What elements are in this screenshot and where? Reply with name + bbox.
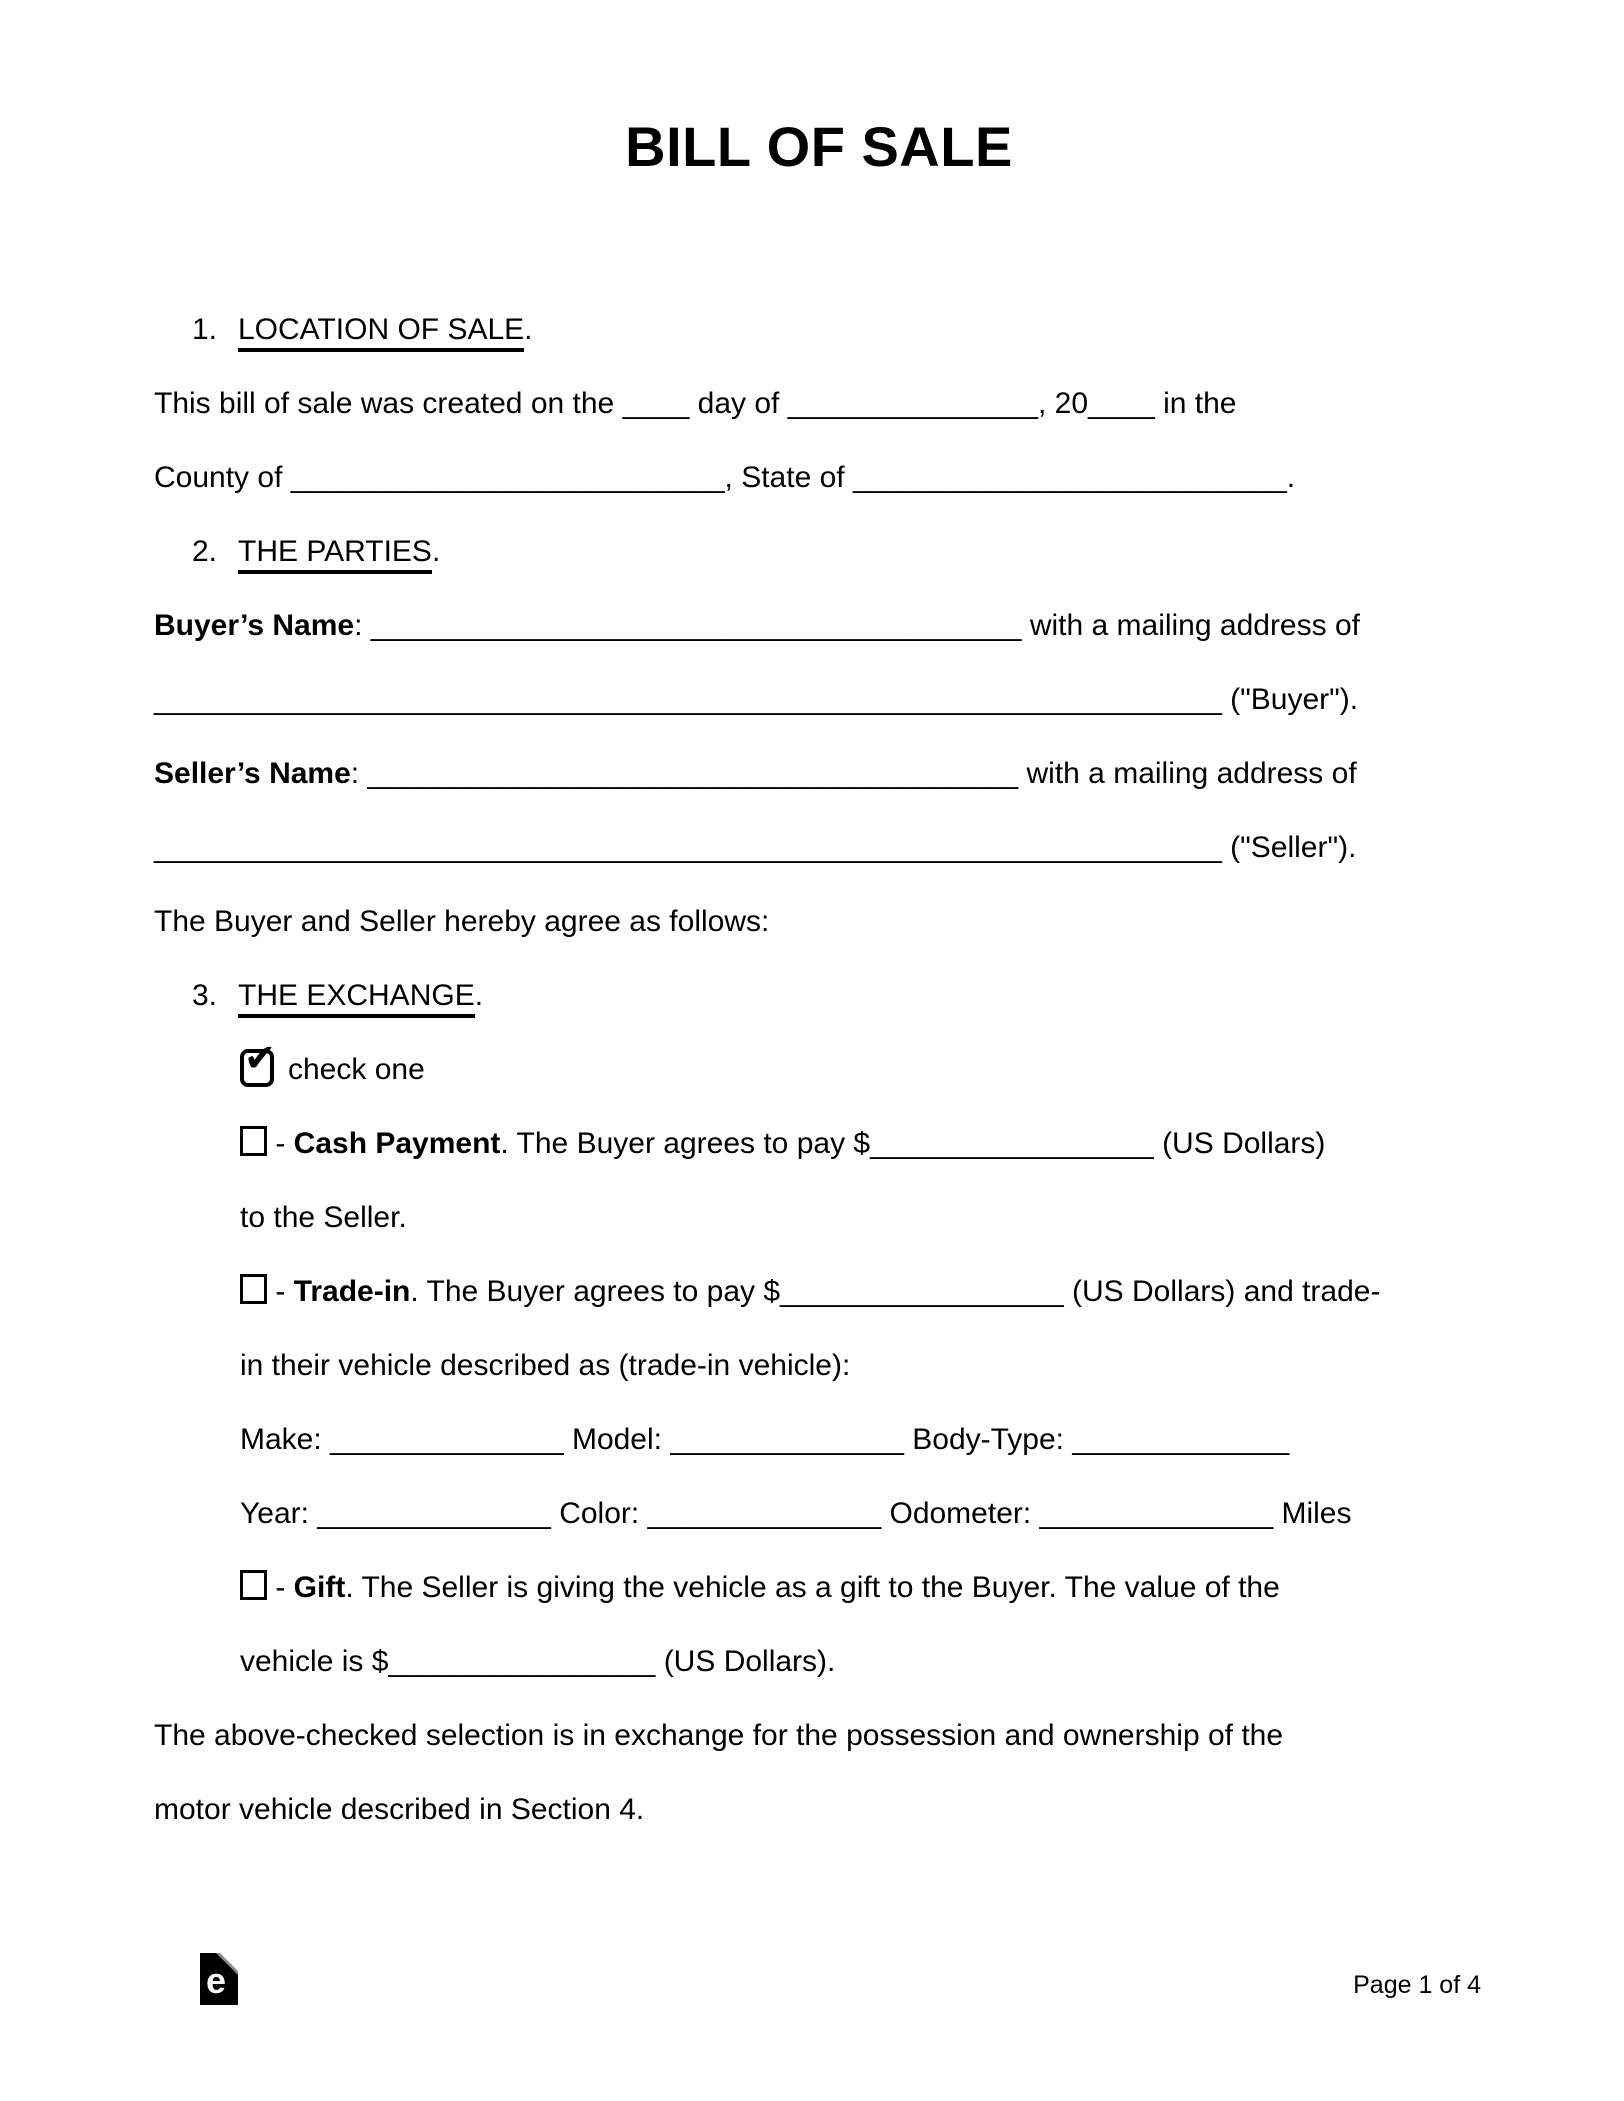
section-2-heading-period: . [431,535,441,568]
trade-in-make-line: Make: ______________ Model: ______________ Body-Type: _____________ [240,1423,1290,1456]
trade-in-text: . The Buyer agrees to pay $_________________ (US Dollars) and trade- [410,1275,1381,1308]
trade-in-year-line: Year: ______________ Color: ______________ Odometer: ______________ Miles [240,1497,1352,1530]
cash-payment-line-2: to the Seller. [240,1201,407,1234]
gift-prefix: - [267,1571,294,1604]
section-2-heading-text: THE PARTIES [238,535,432,574]
check-one-line [154,1033,1484,1107]
buyer-name-label: Buyer’s Name [154,609,355,642]
trade-in-line-2: in their vehicle described as (trade-in vehicle): [240,1349,851,1382]
location-sale-line-2: County of __________________________, State of __________________________. [154,461,1296,494]
trade-in-option-line [154,1255,1484,1329]
section-1-heading-period: . [524,313,533,346]
buyer-address-line: ________________________________________________________________ ("Buyer"). [154,683,1359,716]
check-one-label: check one [288,1053,425,1086]
agreement-line: The Buyer and Seller hereby agree as follows: [154,905,770,938]
document-title: BILL OF SALE [625,115,1013,178]
seller-name-blank: : _______________________________________ with a mailing address of [350,757,1357,790]
gift-label: Gift [293,1571,346,1604]
seller-address-line: ________________________________________________________________ ("Seller"). [154,831,1357,864]
section-2-number: 2. [192,535,218,568]
trade-in-label: Trade-in [293,1275,411,1308]
document-body [154,293,1484,1847]
check-mark-icon: ✔ [244,1036,276,1080]
cash-payment-checkbox-icon[interactable] [240,1126,267,1156]
gift-text: . The Seller is giving the vehicle as a gift to the Buyer. The value of the [345,1571,1280,1604]
section-3-heading [154,959,1484,1033]
page-number: Page 1 of 4 [1353,1971,1481,1999]
section-1-number: 1. [192,313,218,346]
trade-in-checkbox-icon[interactable] [240,1274,267,1304]
trade-in-prefix: - [267,1275,294,1308]
section-1-heading [154,293,1484,367]
seller-name-line [154,737,1484,811]
section-1-heading-text: LOCATION OF SALE [238,313,524,352]
buyer-name-blank: : _______________________________________ with a mailing address of [354,609,1360,642]
cash-payment-prefix: - [267,1127,294,1160]
cash-payment-text: . The Buyer agrees to pay $_________________ (US Dollars) [500,1127,1326,1160]
closing-line-2: motor vehicle described in Section 4. [154,1793,645,1826]
document-content [154,0,1484,1847]
buyer-name-line [154,589,1484,663]
section-3-heading-text: THE EXCHANGE [238,979,475,1018]
checked-checkbox-icon[interactable] [240,1036,276,1087]
section-3-number: 3. [192,979,218,1012]
eforms-logo [200,1953,238,2005]
cash-payment-option-line [154,1107,1484,1181]
logo-letter: e [206,1960,227,2001]
seller-name-label: Seller’s Name [154,757,351,790]
closing-line-1: The above-checked selection is in exchange for the possession and ownership of the [154,1719,1284,1752]
section-3-heading-period: . [474,979,484,1012]
cash-payment-label: Cash Payment [293,1127,501,1160]
gift-option-line [154,1551,1484,1625]
gift-line-2: vehicle is $________________ (US Dollars). [240,1645,836,1678]
gift-checkbox-icon[interactable] [240,1570,267,1600]
location-sale-line-1: This bill of sale was created on the ____ day of _______________, 20____ in the [154,387,1237,420]
section-2-heading [154,515,1484,589]
